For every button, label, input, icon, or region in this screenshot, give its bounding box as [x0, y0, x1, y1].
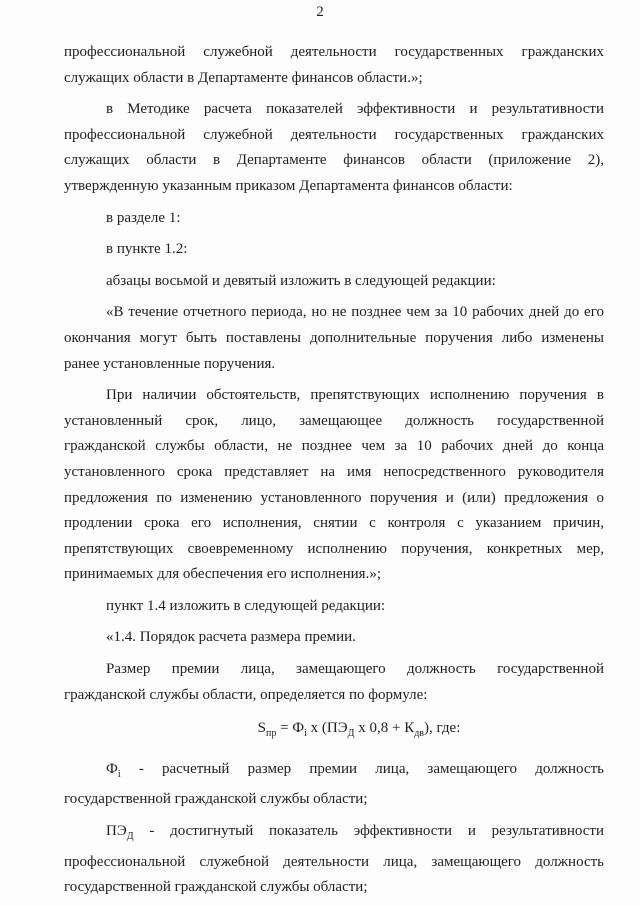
- page-number: 2: [316, 4, 324, 20]
- paragraph-line: профессиональной служебной деятельности государственных гражданских: [64, 44, 604, 60]
- paragraph-line: гражданской службы области, не позднее чем за 10 рабочих дней до конца: [64, 438, 604, 455]
- paragraph-line: служащих области в Департаменте финансов области (приложение 2),: [64, 152, 604, 169]
- definition-line: государственной гражданской службы области;: [64, 879, 368, 896]
- formula-part: х (ПЭ: [306, 720, 348, 737]
- paragraph-line: препятствующих своевременному исполнению поручения, конкретных мер,: [64, 540, 604, 557]
- paragraph-line: гражданской службы области, определяется по формуле:: [64, 686, 428, 703]
- definition-subscript: i: [117, 768, 121, 780]
- paragraph-line: абзацы восьмой и девятый изложить в следующей редакции:: [106, 272, 496, 289]
- definition-subscript: Д: [126, 831, 134, 843]
- definition-symbol: Ф: [106, 760, 118, 777]
- definition-text: - достигнутый показатель эффективности и результативности: [133, 823, 604, 840]
- paragraph-line: предложения по изменению установленного поручения и (или) предложения о: [64, 489, 604, 506]
- formula-part: = Ф: [276, 720, 305, 737]
- formula-subscript: пр: [265, 728, 277, 740]
- definition-line: государственной гражданской службы области;: [64, 791, 368, 808]
- paragraph-line: «В течение отчетного периода, но не позднее чем за 10 рабочих дней до его: [106, 304, 604, 321]
- formula-part: ), где:: [424, 720, 461, 737]
- formula-subscript: дв: [414, 728, 425, 740]
- definition-line: [64, 757, 604, 788]
- paragraph-line: установленного срока представляет на имя непосредственного руководителя: [64, 463, 604, 480]
- formula-subscript: i: [304, 728, 307, 740]
- paragraph-line: профессиональной служебной деятельности государственных гражданских: [64, 126, 604, 143]
- definition-text: - расчетный размер премии лица, замещающего должность: [120, 760, 604, 777]
- paragraph-line: При наличии обстоятельств, препятствующих исполнению поручения в: [106, 387, 604, 404]
- document-body: [64, 40, 604, 901]
- paragraph-line: пункт 1.4 изложить в следующей редакции:: [106, 597, 386, 614]
- paragraph-line: окончания могут быть поставлены дополнительные поручения либо изменены: [64, 329, 604, 346]
- definition-line: [64, 819, 604, 850]
- paragraph-line: ранее установленные поручения.: [64, 355, 276, 372]
- paragraph-line: продлении срока его исполнения, снятии с контроля с указанием причин,: [64, 515, 604, 532]
- premium-formula: [64, 716, 604, 747]
- paragraph-line: утвержденную указанным приказом Департамента финансов области:: [64, 177, 513, 194]
- paragraph-line: Размер премии лица, замещающего должность государственной: [106, 661, 604, 678]
- paragraph-line: в разделе 1:: [106, 209, 181, 226]
- formula-subscript: Д: [347, 728, 355, 740]
- paragraph-line: в Методике расчета показателей эффективности и результативности: [106, 101, 604, 118]
- formula-part: х 0,8 + К: [354, 720, 415, 737]
- paragraph-line: «1.4. Порядок расчета размера премии.: [106, 629, 356, 646]
- paragraph-line: принимаемых для обеспечения его исполнения.»;: [64, 566, 381, 583]
- paragraph-line: служащих области в Департаменте финансов области.»;: [64, 69, 423, 86]
- formula-part: S: [257, 720, 266, 737]
- paragraph-line: в пункте 1.2:: [106, 241, 188, 258]
- definition-line: профессиональной служебной деятельности лица, замещающего должность: [64, 853, 604, 870]
- definition-symbol: ПЭ: [106, 823, 127, 840]
- paragraph-line: установленный срок, лицо, замещающее должность государственной: [64, 412, 604, 429]
